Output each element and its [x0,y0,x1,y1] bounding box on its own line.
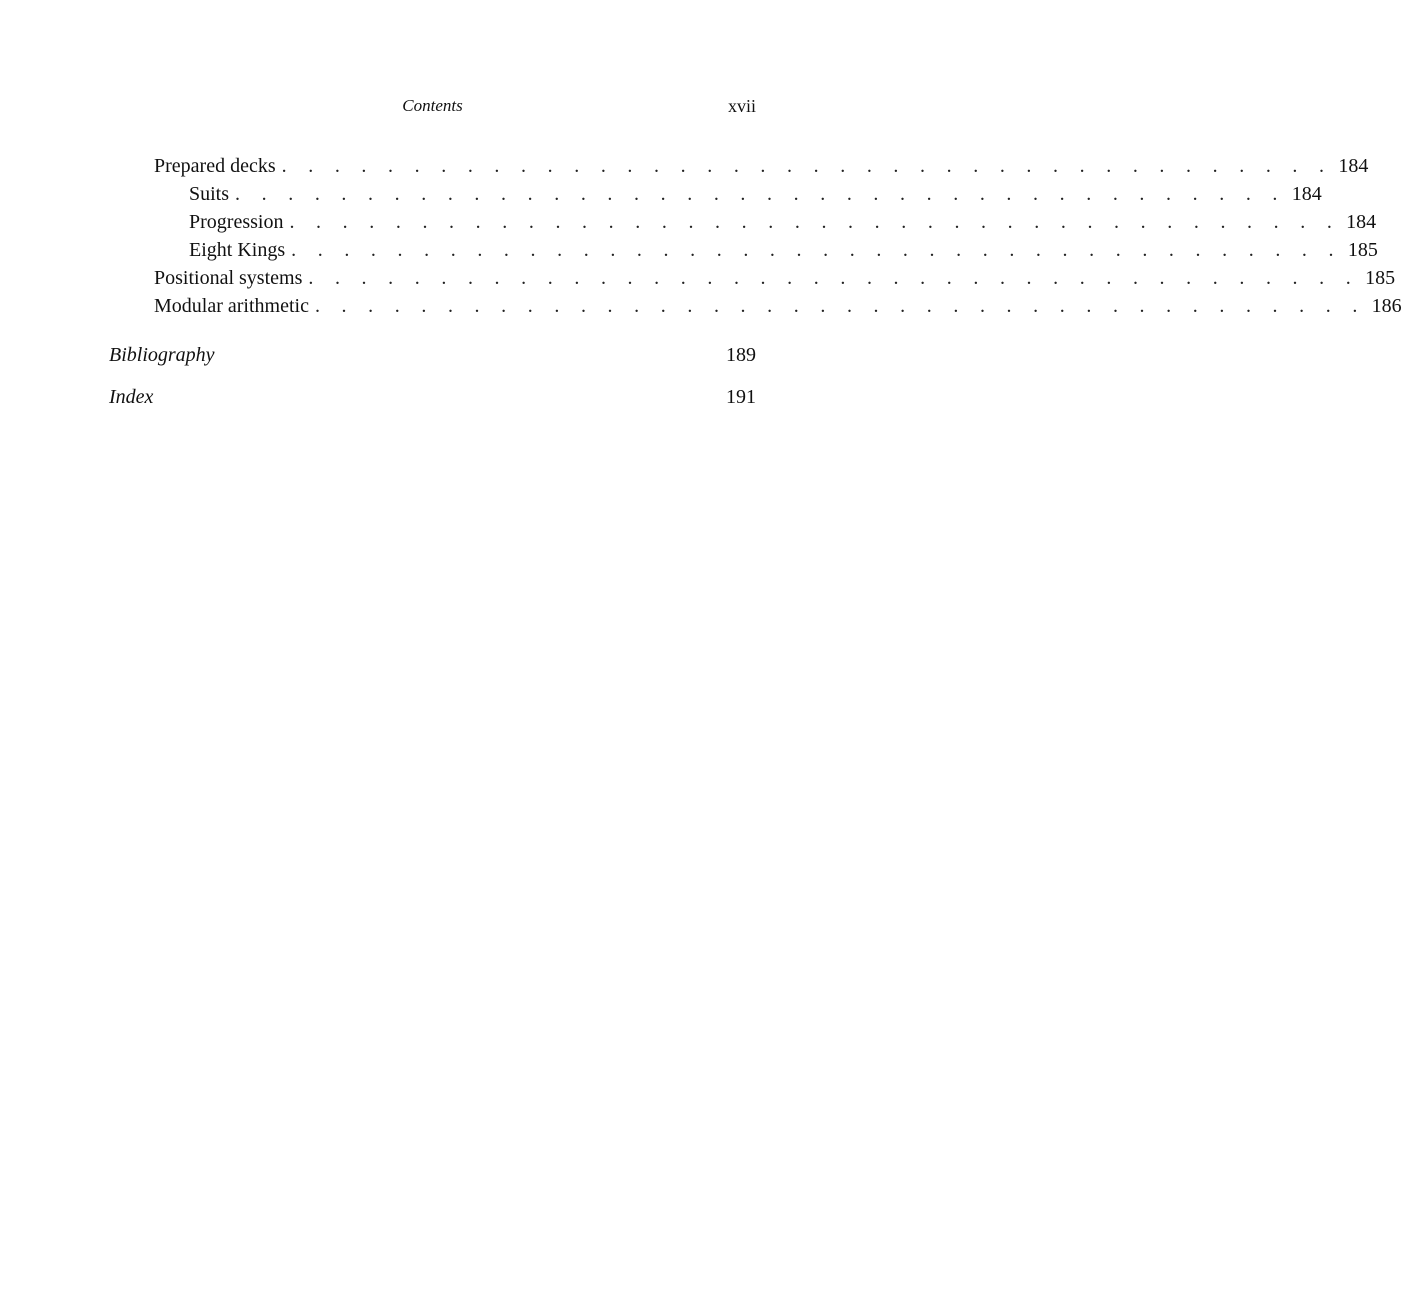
toc-entry-modular-arithmetic[interactable] [109,292,1402,320]
toc-entry-label: Modular arithmetic [154,292,315,320]
toc-entry-page: 184 [1338,155,1369,177]
toc-entry-label: Suits [189,180,235,208]
toc-entry-label: Progression [189,208,289,236]
running-head-page-number: xvii [727,96,756,116]
table-of-contents [109,152,1402,411]
toc-entry-label: Prepared decks [154,152,282,180]
dot-leader: . . . . . . . . . . . . . . . . . . . . . . . . . . . . . . . . . . . . . . . . [291,239,1342,261]
dot-leader: . . . . . . . . . . . . . . . . . . . . . . . . . . . . . . . . . . . . . . . . [289,211,1341,233]
dot-leader: . . . . . . . . . . . . . . . . . . . . . . . . . . . . . . . . . . . . . . . . [235,183,1286,205]
toc-entry-page: 184 [1346,211,1377,233]
toc-entry-eight-kings[interactable] [109,236,1378,264]
toc-entry-prepared-decks[interactable] [109,152,1369,180]
dot-leader: . . . . . . . . . . . . . . . . . . . . . . . . . . . . . . . . . . . . . . . . [308,267,1360,289]
toc-entry-page: 185 [1365,267,1396,289]
toc-entry-label: Positional systems [154,264,308,292]
dot-leader: . . . . . . . . . . . . . . . . . . . . . . . . . . . . . . . . . . . . . . . . [314,295,1366,317]
toc-chapter-page: 191 [726,386,756,408]
dot-leader: . . . . . . . . . . . . . . . . . . . . . . . . . . . . . . . . . . . . . . . . [281,155,1333,177]
toc-chapter-label: Index [109,386,154,408]
toc-entry-page: 186 [1371,295,1402,317]
toc-chapter-page: 189 [726,344,756,366]
running-head-title: Contents [402,96,463,115]
toc-chapter-bibliography[interactable] [109,341,756,369]
toc-entry-page: 185 [1347,239,1378,261]
toc-chapter-index[interactable] [109,383,756,411]
toc-entry-suits[interactable] [109,180,1322,208]
toc-entry-positional-systems[interactable] [109,264,1396,292]
toc-entry-label: Eight Kings [189,236,291,264]
toc-entry-page: 184 [1291,183,1322,205]
toc-entry-progression[interactable] [109,208,1377,236]
toc-chapter-label: Bibliography [109,344,215,366]
running-head [109,96,756,120]
